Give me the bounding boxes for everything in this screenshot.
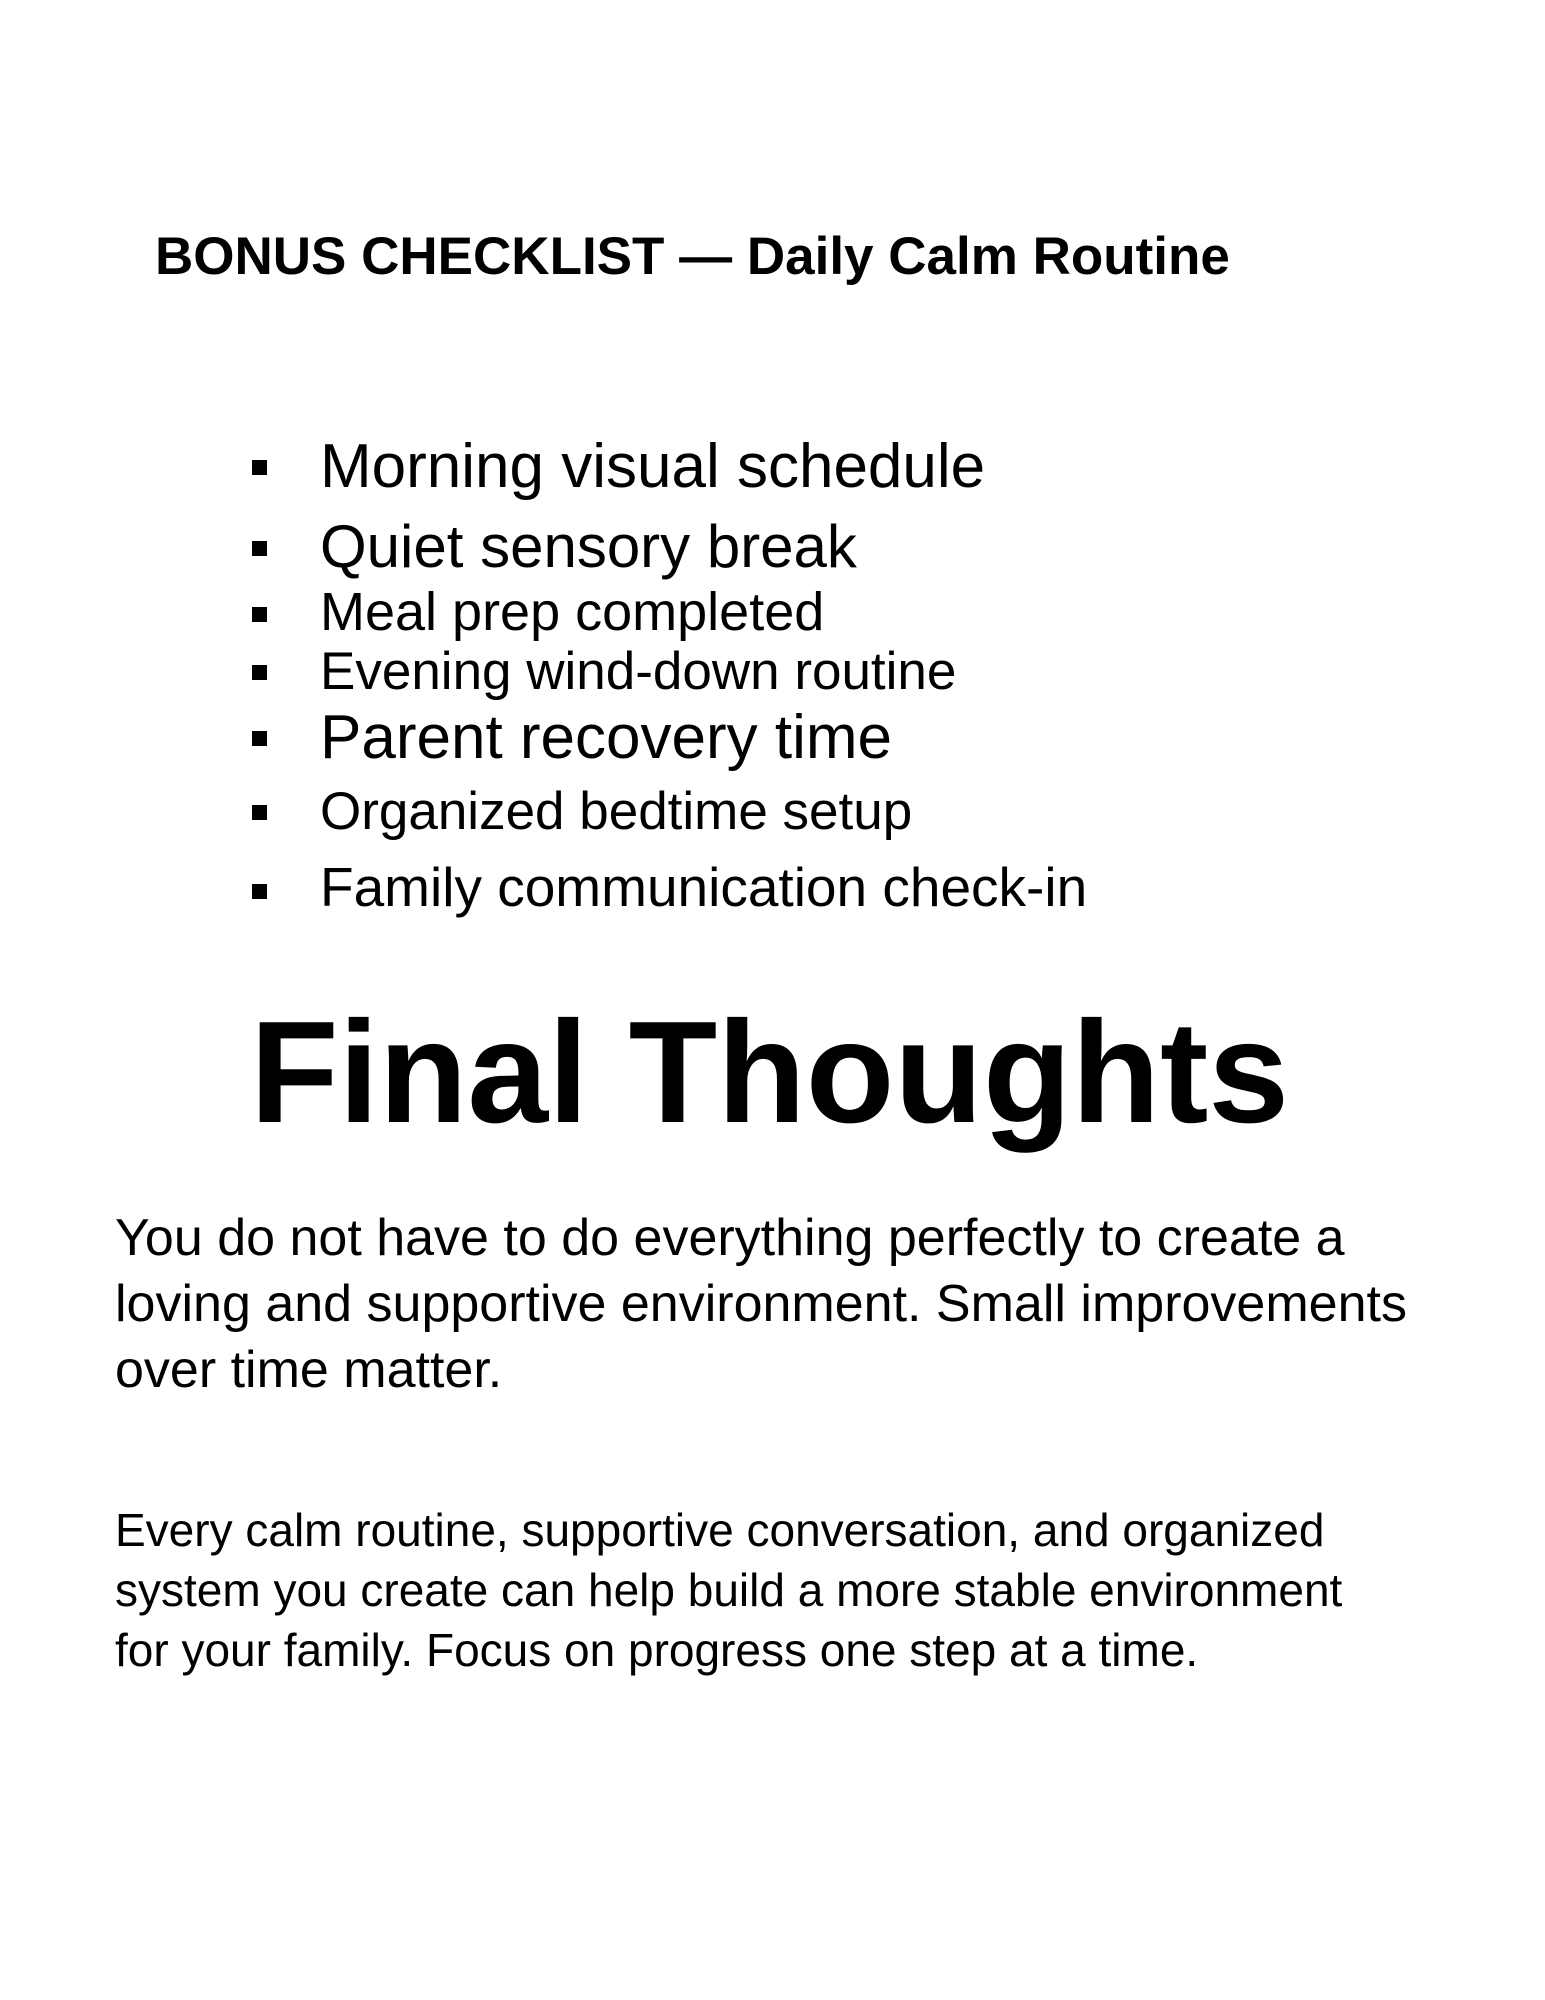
checklist-item-label: Morning visual schedule	[320, 432, 986, 501]
square-bullet-icon	[252, 884, 267, 899]
checklist-item-label: Meal prep completed	[320, 582, 825, 642]
square-bullet-icon	[252, 607, 267, 622]
checklist-item-label: Family communication check-in	[320, 856, 1088, 918]
checklist-item-label: Quiet sensory break	[320, 513, 857, 580]
square-bullet-icon	[252, 805, 267, 820]
final-thoughts-heading: Final Thoughts	[250, 991, 1290, 1153]
checklist-item-label: Parent recovery time	[320, 703, 892, 772]
square-bullet-icon	[252, 460, 267, 475]
square-bullet-icon	[252, 665, 267, 680]
square-bullet-icon	[252, 541, 267, 556]
checklist-title: BONUS CHECKLIST — Daily Calm Routine	[155, 227, 1230, 286]
square-bullet-icon	[252, 731, 267, 746]
checklist-item-label: Organized bedtime setup	[320, 782, 913, 841]
final-thoughts-paragraph-1: You do not have to do everything perfectly to create a loving and supportive environment. Small improvements over time matter.	[115, 1209, 1407, 1399]
final-thoughts-paragraph-2: Every calm routine, supportive conversation, and organized system you create can help build a more stable environment for your family. Focus on progress one step at a time.	[115, 1504, 1343, 1676]
checklist-item-label: Evening wind-down routine	[320, 642, 957, 701]
